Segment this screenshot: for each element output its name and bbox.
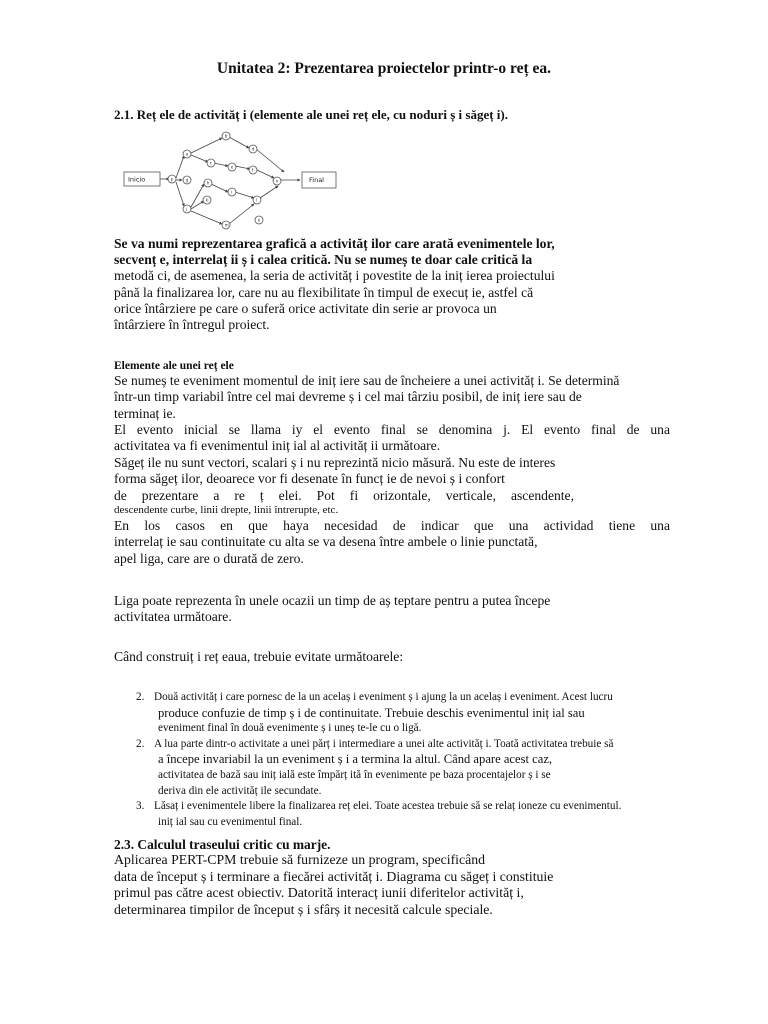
node-label: e [230, 164, 234, 170]
paragraph-line: apel liga, care are o durată de zero. [114, 550, 304, 566]
list-item-text: Lăsaț i evenimentele libere la finalizarea reț elei. Toate acestea trebuie să se relaț ioneze cu evenimentul. [154, 800, 622, 813]
network-edges [176, 137, 300, 224]
paragraph-line: interrelaț ie sau continuitate cu alta se va desena între ambele o linie punctată, [114, 534, 538, 550]
node-label: b [224, 133, 228, 139]
section-heading-2-3: 2.3. Calculul traseului critic cu marje. [114, 837, 331, 852]
paragraph-line: activitatea următoare. [114, 609, 232, 625]
paragraph-line: data de început ș i terminare a fiecărei activităț i. Diagrama cu săgeț i constituie [114, 868, 554, 884]
paragraph-line: primul pas către acest obiectiv. Datorită interacț iunii diferitelor activităț i, [114, 885, 524, 901]
end-event-label: Final [309, 176, 324, 184]
page-title: Unitatea 2: Prezentarea proiectelor printr-o reț ea. [216, 60, 552, 77]
elements-heading: Elemente ale unei reț ele [114, 360, 234, 372]
node-label: d [251, 146, 255, 152]
list-item-line: deriva din ele activităț ile secundate. [158, 784, 322, 797]
paragraph-line: Liga poate reprezenta în unele ocazii un timp de aș teptare pentru a putea începe [114, 593, 551, 608]
node-label: i [230, 189, 232, 195]
paragraph-line: forma săgeț ilor, deoarece vor fi desenate în funcț ie de nevoi ș i confort [114, 471, 505, 487]
list-item-line: produce confuzie de timp ș i de continuitate. Trebuie deschis evenimentul iniț ial sau [158, 705, 585, 720]
activity-network-diagram [114, 126, 354, 236]
paragraph-line: de prezentare a re ț elei. Pot fi orizontale, verticale, ascendente, [114, 487, 574, 503]
intro-line: până la finalizarea lor, care nu au flexibilitate în timpul de execuț ie, astfel că [114, 284, 534, 300]
avoid-list [136, 690, 756, 830]
list-item [136, 737, 756, 799]
node-label: g [185, 177, 189, 183]
list-item-number: 3. [136, 800, 145, 813]
node-label: k [205, 197, 209, 203]
paragraph-line: Aplicarea PERT-CPM trebuie să furnizeze un program, specificând [114, 852, 486, 867]
list-item-text: A lua parte dintr-o activitate a unei părț i intermediare a unei alte activităț i. Toată activitatea trebuie să [154, 737, 614, 750]
start-event [124, 172, 169, 186]
node-label: a [185, 151, 189, 157]
paragraph-avoid-intro [114, 649, 670, 665]
paragraph-line: activitatea va fi evenimentul iniț ial al activităț ii următoare. [114, 438, 441, 454]
list-item-first-line [136, 799, 756, 815]
list-item [136, 690, 756, 737]
list-item-line: iniț ial sau cu evenimentul final. [158, 815, 303, 828]
section-heading-2-1: 2.1. Reț ele de activităț i (elemente ale unei reț ele, cu noduri ș i săgeț i). [114, 107, 508, 122]
list-item-number: 2. [136, 691, 145, 703]
network-nodes [168, 132, 281, 229]
intro-line: orice întârziere pe care o suferă orice activitate din serie ar provoca un [114, 300, 497, 316]
paragraph-line: Se numeș te eveniment momentul de iniț iere sau de încheiere a unei activităț i. Se determină [114, 373, 620, 388]
intro-line: întârziere în întregul proiect. [114, 317, 270, 333]
paragraph-line: într-un timp variabil între cel mai devreme ș i cel mai târziu posibil, de iniț iere sau de [114, 389, 582, 405]
paragraph-link-wait [114, 593, 670, 626]
node-label: o [257, 217, 261, 223]
node-label: c [209, 160, 213, 166]
intro-line: metodă ci, de asemenea, la seria de activităț i povestite de la iniț ierea proiectului [114, 268, 555, 284]
intro-line: Se va numi reprezentarea grafică a activităț ilor care arată evenimentele lor, [114, 236, 555, 251]
list-item-line: eveniment final în două evenimente ș i uneș te-le cu o ligă. [158, 722, 422, 735]
list-item [136, 799, 756, 830]
paragraph-line: En los casos en que haya necesidad de indicar que una actividad tiene una [114, 518, 670, 533]
list-item-line: a începe invariabil la un eveniment ș i a termina la altul. Când apare acest caz, [158, 752, 553, 767]
node-label: h [206, 180, 210, 186]
intro-line: secvenț e, interrelaț ii ș i calea critică. Nu se numeș te doar cale critică la [114, 252, 533, 268]
paragraph-line: terminaț ie. [114, 405, 176, 421]
node-label: l [255, 197, 257, 203]
paragraph-arrows [114, 455, 670, 517]
paragraph-line: Săgeț ile nu sunt vectori, scalari ș i nu reprezintă nicio măsură. Nu este de interes [114, 455, 556, 470]
node-label: p [170, 176, 174, 182]
start-event-label: Inicio [128, 175, 146, 184]
node-label: m [224, 222, 229, 228]
end-event [302, 172, 336, 188]
paragraph-dummy-link [114, 518, 670, 567]
list-item-number: 2. [136, 737, 145, 750]
paragraph-line: determinarea timpilor de început ș i sfârș it necesită calcule speciale. [114, 901, 493, 917]
intro-paragraph [114, 236, 634, 333]
paragraph-line: Când construiț i reț eaua, trebuie evitate următoarele: [114, 649, 404, 664]
list-item-first-line [136, 690, 756, 706]
paragraph-initial-final-event [114, 422, 670, 455]
node-label: f [251, 167, 254, 173]
list-item-text: Două activităț i care pornesc de la un acelaș i eveniment ș i ajung la un acelaș i eveniment. Acest lucru [154, 691, 613, 703]
paragraph-line-small: descendente curbe, linii drepte, linii întrerupte, etc. [114, 503, 339, 516]
node-label: j [185, 206, 187, 212]
node-label: n [275, 178, 279, 184]
paragraph-line: El evento inicial se llama iy el evento final se denomina j. El evento final de una [114, 422, 670, 437]
list-item-line: activitatea de bază sau iniț ială este împărț ită în evenimente pe baza procentajelor ș i se [158, 768, 551, 781]
paragraph-event-definition [114, 373, 670, 422]
pert-cpm-paragraph [114, 852, 614, 918]
list-item-first-line [136, 737, 756, 753]
